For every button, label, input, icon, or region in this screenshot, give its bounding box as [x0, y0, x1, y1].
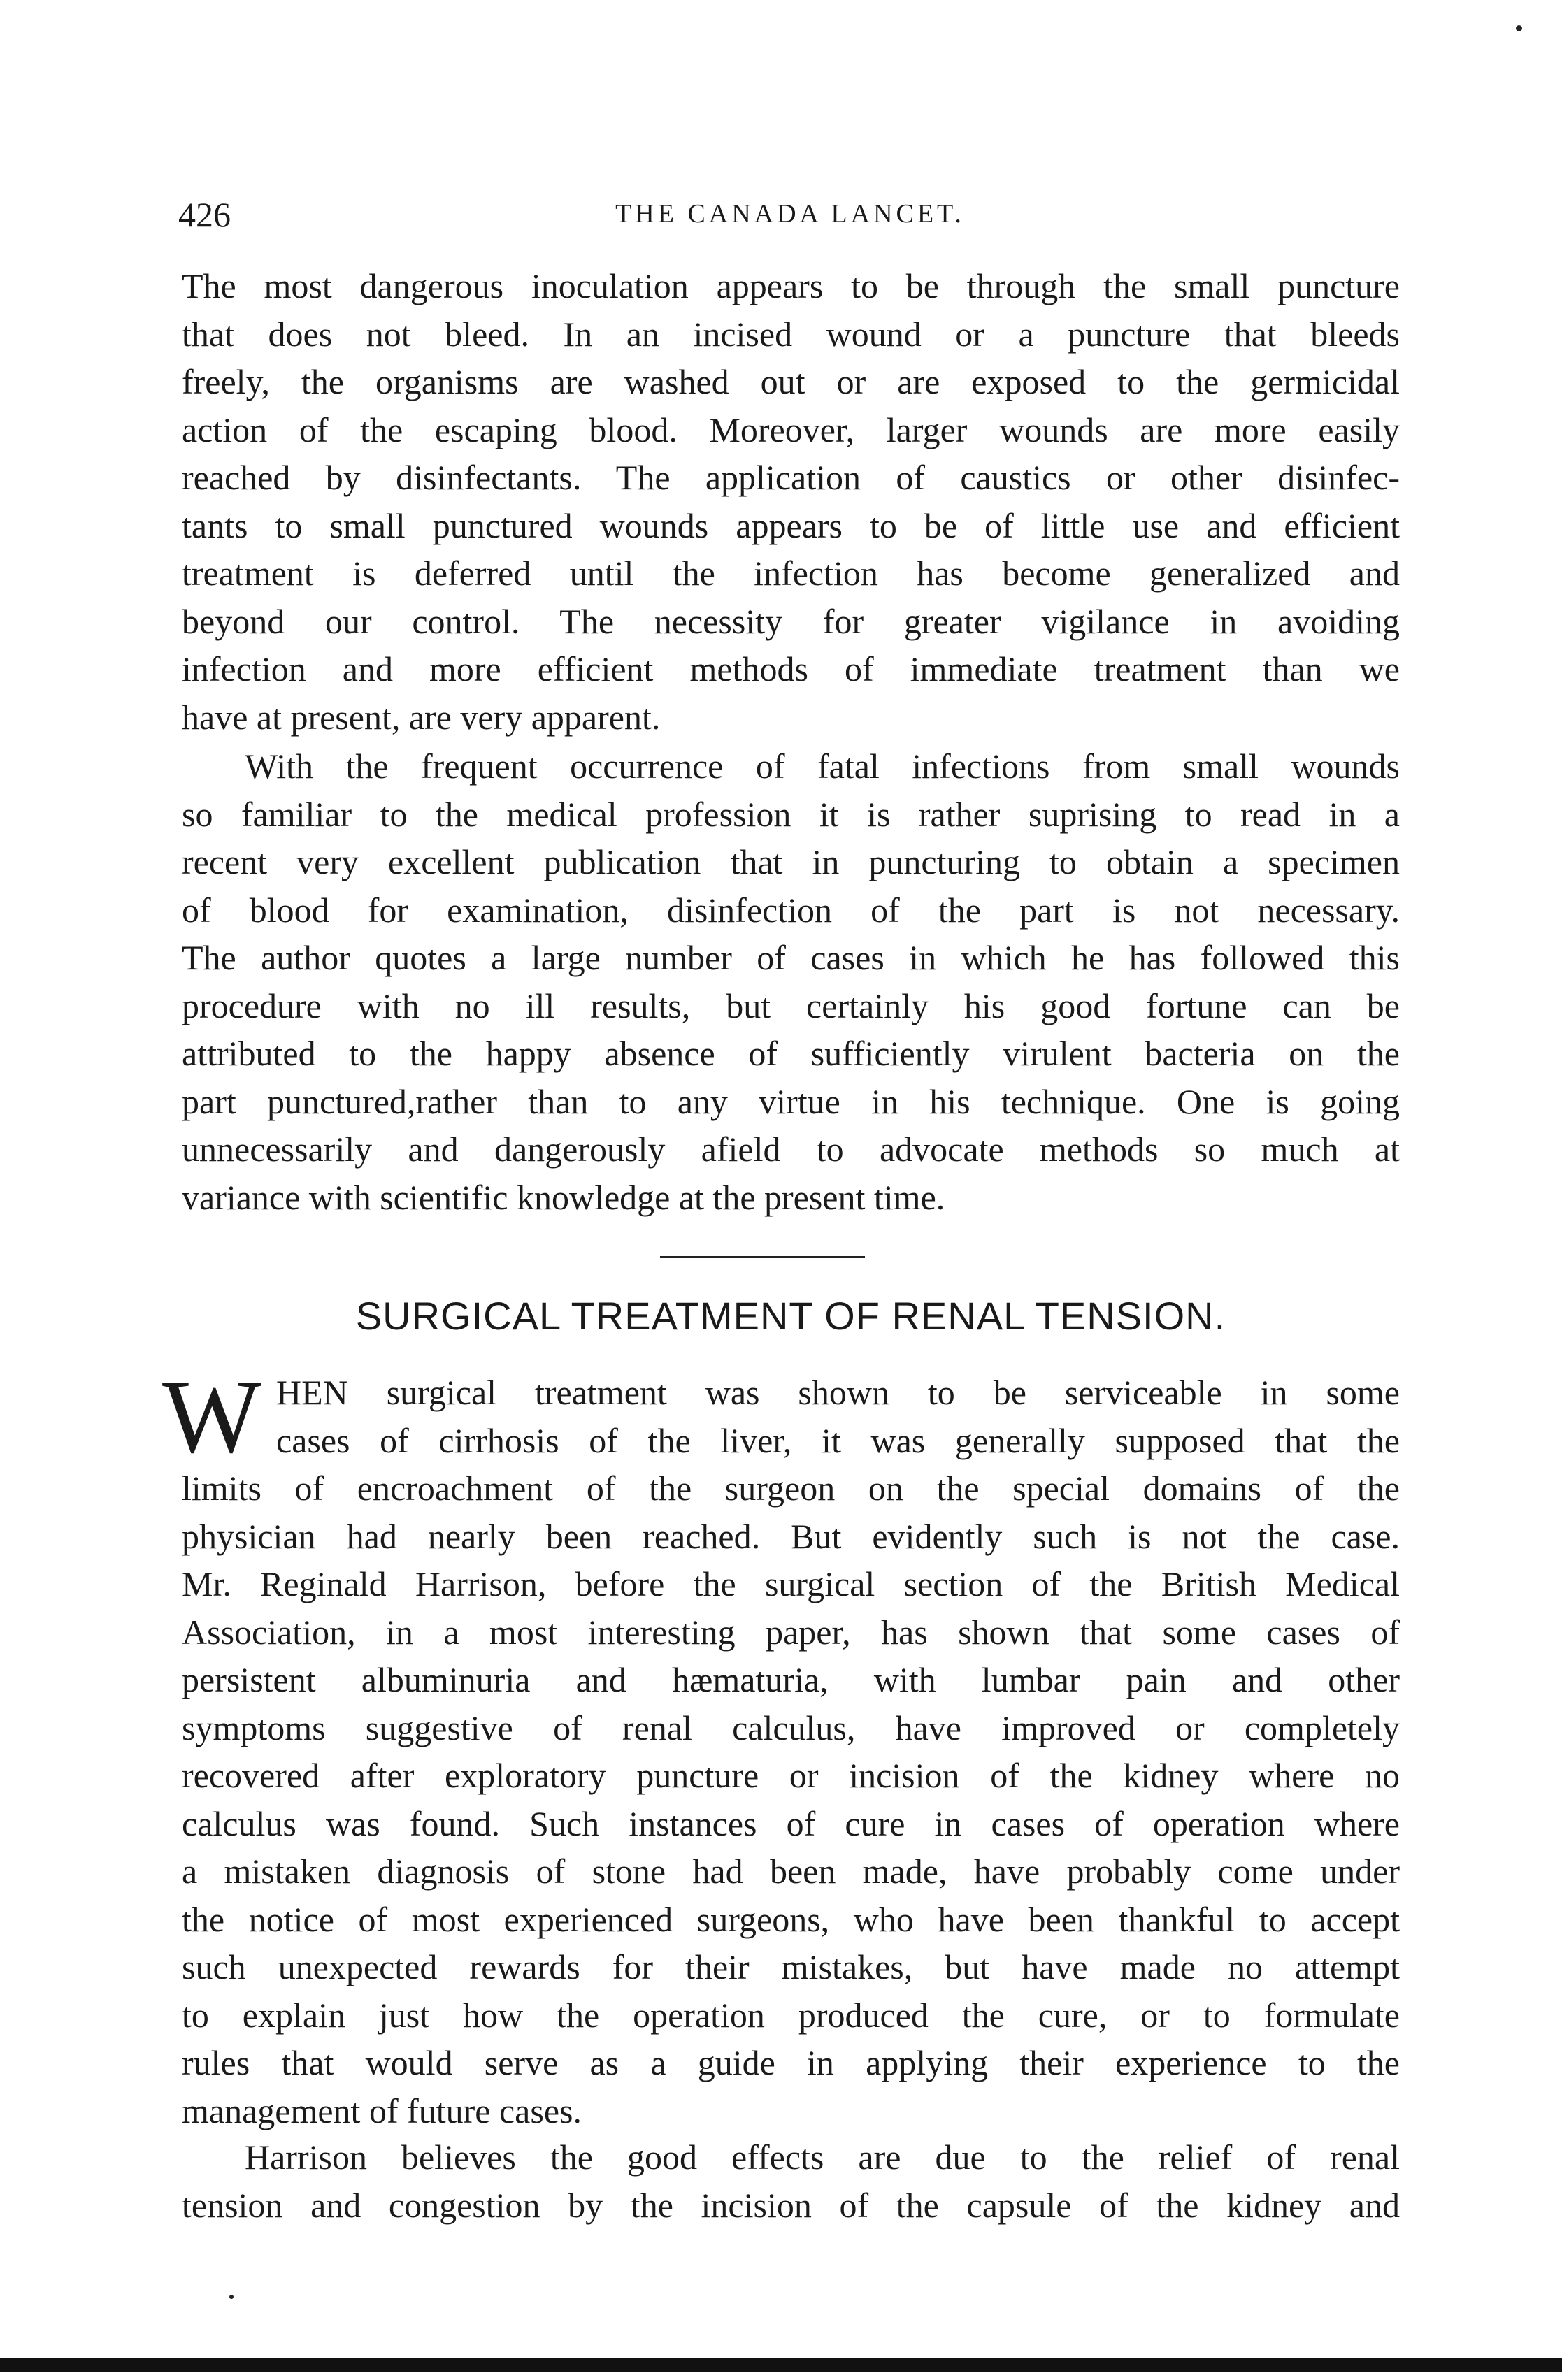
text-line: so familiar to the medical profession it is rather suprising to read in a	[182, 794, 1400, 834]
text-line: recent very excellent publication that in puncturing to obtain a specimen	[182, 842, 1400, 881]
text-line: have at present, are very apparent.	[182, 697, 661, 737]
text-line: variance with scientific knowledge at the present time.	[182, 1177, 945, 1217]
drop-cap: W	[162, 1359, 261, 1475]
page-number: 426	[178, 195, 231, 234]
text-line: management of future cases.	[182, 2091, 582, 2130]
scan-speck	[1516, 25, 1522, 31]
page-header	[178, 194, 1402, 243]
text-line: rules that would serve as a guide in applying their experience to the	[182, 2043, 1400, 2082]
section-divider	[660, 1256, 865, 1258]
running-head: THE CANADA LANCET.	[615, 199, 965, 229]
text-line: that does not bleed. In an incised wound or a puncture that bleeds	[182, 314, 1400, 354]
text-line: attributed to the happy absence of sufficiently virulent bacteria on the	[182, 1034, 1400, 1073]
text-line: HEN surgical treatment was shown to be serviceable in some	[276, 1373, 1400, 1412]
paragraph-1	[182, 262, 1400, 741]
text-line: Mr. Reginald Harrison, before the surgical section of the British Medical	[182, 1564, 1400, 1603]
scan-speck	[229, 2295, 234, 2299]
text-line: treatment is deferred until the infection has become generalized and	[182, 554, 1400, 593]
text-line: a mistaken diagnosis of stone had been made, have probably come under	[182, 1852, 1400, 1891]
text-line: physician had nearly been reached. But evidently such is not the case.	[182, 1516, 1400, 1556]
text-line: freely, the organisms are washed out or are exposed to the germicidal	[182, 362, 1400, 401]
text-line: reached by disinfectants. The application of caustics or other disinfec-	[182, 458, 1400, 497]
text-line: Association, in a most interesting paper, has shown that some cases of	[182, 1612, 1400, 1652]
text-line: procedure with no ill results, but certainly his good fortune can be	[182, 986, 1400, 1025]
text-line: beyond our control. The necessity for greater vigilance in avoiding	[182, 601, 1400, 641]
text-line: calculus was found. Such instances of cure in cases of operation where	[182, 1803, 1400, 1843]
text-line: the notice of most experienced surgeons, who have been thankful to accept	[182, 1899, 1400, 1939]
text-line: cases of cirrhosis of the liver, it was generally supposed that the	[276, 1420, 1400, 1460]
text-line: Harrison believes the good effects are due to the relief of renal	[245, 2137, 1400, 2177]
text-line: limits of encroachment of the surgeon on the special domains of the	[182, 1469, 1400, 1508]
text-line: The author quotes a large number of cases in which he has followed this	[182, 938, 1400, 977]
paragraph-4	[182, 2133, 1400, 2229]
text-line: action of the escaping blood. Moreover, larger wounds are more easily	[182, 410, 1400, 449]
text-line: infection and more efficient methods of immediate treatment than we	[182, 649, 1400, 688]
text-line: The most dangerous inoculation appears to be through the small puncture	[182, 266, 1400, 305]
paragraph-3	[182, 1369, 1400, 2135]
paragraph-2	[182, 742, 1400, 1221]
text-line: of blood for examination, disinfection of the part is not necessary.	[182, 890, 1400, 930]
text-line: such unexpected rewards for their mistakes, but have made no attempt	[182, 1947, 1400, 1986]
article-heading: SURGICAL TREATMENT OF RENAL TENSION.	[355, 1294, 1226, 1338]
text-line: symptoms suggestive of renal calculus, have improved or completely	[182, 1708, 1400, 1747]
scan-edge-bar	[0, 2358, 1562, 2372]
text-line: part punctured,rather than to any virtue in his technique. One is going	[182, 1081, 1400, 1121]
text-line: persistent albuminuria and hæmaturia, with lumbar pain and other	[182, 1660, 1400, 1699]
text-line: to explain just how the operation produced the cure, or to formulate	[182, 1995, 1400, 2035]
text-line: unnecessarily and dangerously afield to advocate methods so much at	[182, 1130, 1400, 1169]
text-line: tension and congestion by the incision of the capsule of the kidney and	[182, 2185, 1400, 2225]
text-line: With the frequent occurrence of fatal infections from small wounds	[245, 747, 1400, 786]
text-line: recovered after exploratory puncture or incision of the kidney where no	[182, 1756, 1400, 1795]
text-line: tants to small punctured wounds appears to be of little use and efficient	[182, 505, 1400, 545]
